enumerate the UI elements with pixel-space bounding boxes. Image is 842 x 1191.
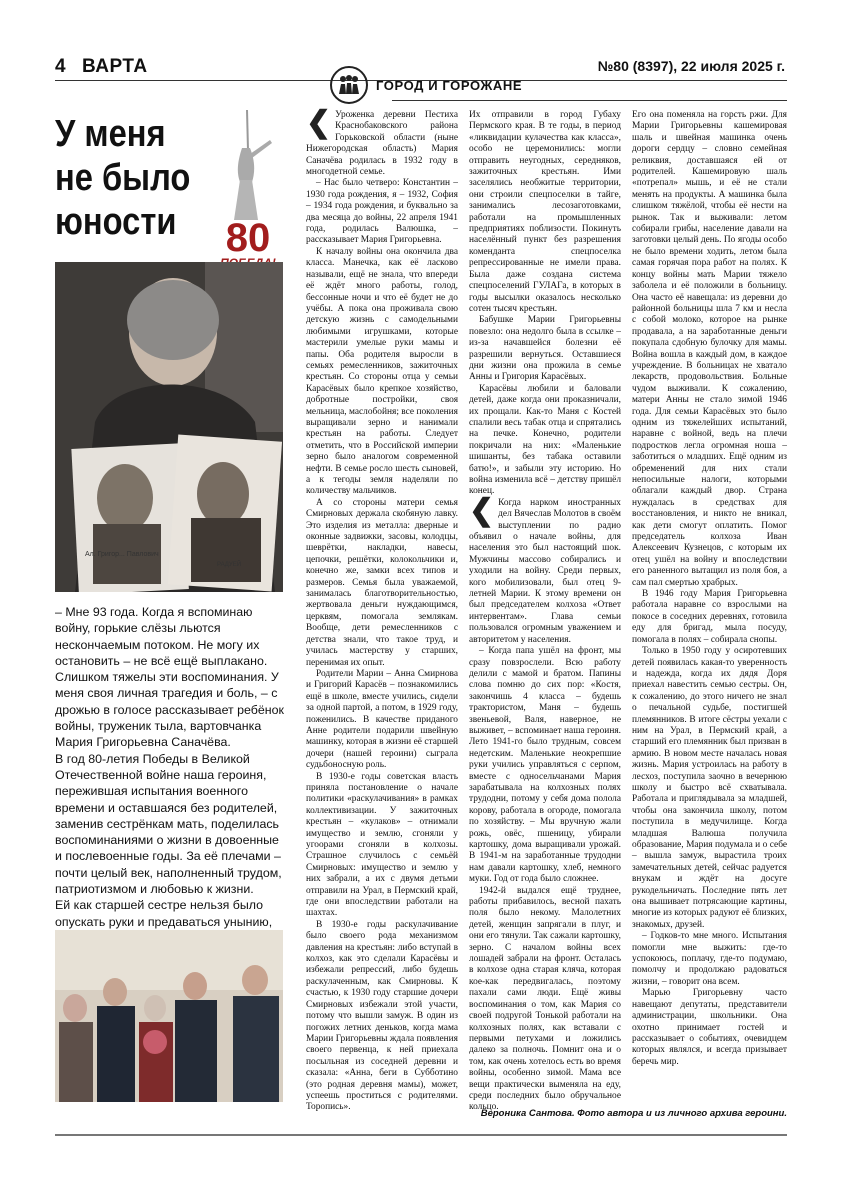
quote-mark-icon: ❮ — [469, 493, 495, 527]
quote-mark-icon: ❮ — [306, 106, 332, 139]
paragraph: Бабушке Марии Григорьевны повезло: она недолго была в ссылке – из-за начавшейся болезни её разрешили вернуться. Оставшиеся дни жизни она прожила в семье Анны и Григория Карасёвых. — [469, 315, 621, 383]
paragraph: В 1930-е годы советская власть приняла постановление о начале политики «раскулачивания» в рамках коллективизации. У зажиточных крестьян – «кулаков» – отнимали имущество и землю, сгоняли у угоорами сгоняли в колхозы. Страшное случилось с семьёй Смирновых: имущество и землю у них забрали, а их с двумя детьми отправили на Урал, в Пермский край, где они впоследствии работали на шахтах. — [306, 771, 458, 919]
emblem-number: 80 — [225, 216, 271, 260]
group-photo — [55, 930, 283, 1102]
photo-caption-right: РАДУЕЙ — [217, 562, 242, 568]
page-number: 4 — [55, 56, 66, 77]
people-logo-icon — [330, 66, 368, 104]
article-column-1 — [306, 106, 458, 1114]
footer-rule — [55, 1134, 787, 1136]
paragraph: Карасёвы любили и баловали детей, даже когда они проказничали, их прощали. Как-то Маня с Костей спалили весь табак отца и спрятались на печке. Конечно, родители покричали на них: «Маленькие шишанты, без табака оставили батю!», и забыли эту историю. Но война изменила всё – детству пришёл конец. — [469, 383, 621, 497]
rubric-title: ГОРОД И ГОРОЖАНЕ — [376, 77, 523, 93]
lead-paragraph: В год 80-летия Победы в Великой Отечественной войне наша героиня, пережившая испытания военного времени и оставшаяся без родителей, заменив сестрёнкам мать, поделилась воспоминаниями о жизни в довоенные и послевоенные годы. За её плечами – почти целый век, наполненный трудом, патриотизмом и любовью к жизни. — [55, 751, 282, 897]
rubric-rule — [392, 100, 787, 101]
portrait-photo — [55, 262, 283, 592]
paragraph: Его она поменяла на горсть ржи. Для Марии Григорьевны кашемировая шаль и швейная машинка очень дороги сердцу – словно семейная реликвия, доставшаяся ей от родителей. Кашемировую шаль «потрепал» мышь, и её не стали менять на продукты. А машинка была слишком тяжёлой, чтобы её нести на рынок. Так и выживали: летом собирали грибы, население давали на заготовки целый день. По ягоды особо не было времени ходить, летом была самая горячая пора работ на полях. К концу войны мать Марии тяжело заболела и её положили в больницу. Она часто её навещала: из деревни до районной больницы шла 7 км и несла с собой молоко, которое на рынке продавала, а на заработанные деньги покупала сдобную булочку для мамы. Война вошла в каждый дом, в каждое учреждение. В больницах не хватало лекарств, продовольствия. Больные чудом выживали. К сожалению, матери Анны не стало зимой 1946 года. Для семьи Карасёвых это было одним из тяжелейших испытаний, наравне с войной, ведь на плечи подростков легла огромная ноша – заботиться о младших. Ещё одним из обременений для них стали непосильные налоги, которыми облагали каждый двор. Страна нуждалась в средствах для восстановления, и никто не вникал, как дети смогут оплатить. Помог председатель колхоза Иван Алексеевич Кузнецов, с которым их отец ушёл на войну и впоследствии его раненного вытащил из поля боя, а сам пал смертью храбрых. — [632, 110, 787, 588]
paragraph: 1942-й выдался ещё труднее, работы прибавилось, весной пахать поля было некому. Малолетних детей, женщин запрягали в плуг, и они его тянули. Так сажали картошку, зерно. С началом войны всех лошадей забрали на фронт. Осталась в колхозе одна старая кляча, которая кое-как передвигалась, поэтому пахали сами люди. Ещё живы воспоминания о том, как Мария со своей подругой Тонькой работали на колхозных полях, как вставали с первыми петухами и ложились далеко за полночь. Помнит она и о том, как очень хотелось есть во время войны, особенно зимой. Мама все вещи практически выменяла на еду, среди последних было обручальное кольцо. — [469, 885, 621, 1113]
paragraph: – Годков-то мне много. Испытания помогли мне выжить: где-то успокоюсь, поплачу, где-то подумаю, помолчу и продолжаю радоваться жизни, – говорит она всем. — [632, 931, 787, 987]
paragraph: Только в 1950 году у осиротевших детей появилась какая-то уверенность и надежда, когда их дядя Доря приехал навестить семью сестры. Он, к сожалению, до этого ничего не знал о печальной судьбе, постигшей племянников. В итоге сёстры уехали с ним на Урал, в Пермский край, а старший его племянник был призван в армию. В новом месте началась новая жизнь. Мария устроилась на работу в лесхоз, поступила заочно в вечернюю школу и быстро всё схватывала. Работала и приглядывала за младшей, чтобы она закончила школу, потом поступила в медучилище. Когда младшая Валюша получила образование, Мария подумала и о себе – вышла замуж, вырастила троих замечательных детей, сейчас радуется внукам и ждёт на досуге рукодельничать. Последние пять лет она вышивает потрясающие картины, многие из которых радуют её близких, знакомых, друзей. — [632, 646, 787, 930]
lead-text — [55, 604, 285, 963]
paragraph: Их отправили в город Губаху Пермского края. В те годы, в период «ликвидации кулачества как класса», особо не церемонились: могли отправить неугодных, середняков, зажиточных крестьян. Ими заселялись необжитые территории, они строили спецпоселки в тайге, занимались лесозаготовками, работали на промышленных предприятиях поблизости. Покинуть населённый пункт без разрешения коменданта спецпоселка репрессированные не имели права. Была даже создана система спецпоселений ГУЛАГа, в которых в годы высылки оказалось несколько сотен тысяч крестьян. — [469, 110, 621, 314]
author-credit: Вероника Сантова. Фото автора и из личного архива героини. — [480, 1108, 787, 1119]
photo-caption-left: Ал. Григор... Павлович — [85, 551, 159, 558]
paper-name: ВАРТА — [82, 56, 148, 77]
paragraph: – Когда папа ушёл на фронт, мы сразу повзрослели. Всю работу делили с мамой и братом. Папины слова помню до сих пор: «Костя, закончишь 4 класса – будешь трактористом, Маня – будешь звеньевой, Валя, наверное, не выживет, – вспоминает наша героиня. Лето 1941-го было трудным, совсем недетским. Маленькие неокрепшие руки учились управляться с серпом, вместе с односельчанами Мария зарабатывала на колхозных полях трудодни, потому у себя дома полола корову, работала в огороде, помогала по хозяйству. – Мы вручную жали рожь, овёс, пшеницу, убирали картошку, дома выращивали урожай. В 1941-м на заработанные трудодни нам давали картошку, хлеб, немного муки. Год от года было сложнее. — [469, 646, 621, 885]
paragraph: – Нас было четверо: Константин – 1930 года рождения, я – 1932, София – 1934 года рождения, и буквально за два месяца до войны, 22 апреля 1941 года, родилась Валюшка, – рассказывает Мария Григорьевна. — [306, 178, 458, 246]
paragraph: Марью Григорьевну часто навещают депутаты, представители администрации, школьники. Она охотно принимает гостей и рассказывает о событиях, очевидцем которых являлся, и всегда призывает беречь мир. — [632, 988, 787, 1067]
paragraph: Когда нарком иностранных дел Вячеслав Молотов в своём выступлении по радио объявил о начале войны, для населения это был настоящий шок. Мужчины массово собирались и уходили на войну. Среди первых, кого мобилизовали, был отец 9-летней Марии. К этому времени он был председателем колхоза «Ответ интервентам». Глава семьи пользовался огромным уважением и авторитетом у населения. — [469, 497, 621, 645]
paragraph: А со стороны матери семья Смирновых держала скобяную лавку. Это изделия из металла: дверные и оконные задвижки, засовы, колодцы, шеврётки, накладки, навесы, цепочки, решётки, колокольчики и, конечно же, замки всех типов и размеров. Семья была уважаемой, занималась благотворительностью, жертвовала деньги нуждающимся, церквям, помогала землякам. Вообще, дети ремесленников с детства знали, что такое труд, и училась мастерству у старших, перенимая их опыт. — [306, 497, 458, 668]
victory-emblem — [212, 110, 284, 270]
lead-paragraph: – Мне 93 года. Когда я вспоминаю войну, горькие слёзы льются нескончаемым потоком. Не могу их остановить – не всё ещё выплакано. Слишком тяжелы эти воспоминания. У меня своя личная трагедия и боль, – с дрожью в голосе рассказывает ребёнок войны, труженик тыла, вартовчанка Мария Григорьевна Саначёва. — [55, 605, 284, 750]
article-column-3 — [632, 110, 787, 1068]
rubric — [330, 66, 522, 104]
paragraph: В 1946 году Мария Григорьевна работала наравне со взрослыми на покосе в соседних деревнях, готовила еду для бригад, мыла посуду, помогала в полях – собирала снопы. — [632, 589, 787, 645]
paragraph: Родители Марии – Анна Смирнова и Григорий Карасёв – познакомились ещё в школе, вместе учились, сидели за одной партой, а потом, в 1929 году, поженились. В качестве приданого Анне родители подарили швейную машинку, которая в жизни её старшей дочери (нашей героини) сыграла судьбоносную роль. — [306, 668, 458, 771]
lead-paragraph: Ей как старшей сестре нельзя было опускать руки и предаваться унынию, — [55, 898, 273, 929]
article-column-2 — [469, 110, 621, 1114]
headline: У меня не было юности — [55, 113, 191, 243]
paragraph: В 1930-е годы раскулачивание было своего рода механизмом давления на крестьян: либо вступай в колхоз, как это сделали Карасёвы и избежали репрессий, либо будешь раскулаченным, как Смирновы. К счастью, к 1930 году старшие дочери Смирновых избежали этой участи, потому что вышли замуж. В один из погожих летних деньков, когда мама Марии Григорьевны ждала появления своего первенца, к ней приехала посыльная из соседней деревни и сказала: «Анна, беги в Субботино (это родная деревня мамы), может, успеешь проститься с родителями. Торопись». — [306, 919, 458, 1113]
issue-info: №80 (8397), 22 июля 2025 г. — [597, 58, 785, 74]
paragraph: К началу войны она окончила два класса. Манечка, как её ласково называли, ещё не знала, что впереди её ждёт много работы, голод, бессонные ночи и что её будет не до учёбы. А пока она проживала свою детскую жизнь с самодельными любимыми игрушками, которые мастерили умелые руки мамы и папы. Оба родителя выросли в семьях ремесленников, зажиточных крестьян. Со стороны отца у семьи Карасёвых было крепкое хозяйство, добротные постройки, своя мельница, маслобойня; все поколения выращивали зерно и нанимали крестьян на работы. Следует отметить, что в Российской империи зерно было аналогом современной нефти. В семье росло шесть сыновей, а к тегоды земля наделяли по количеству мальчиков. — [306, 246, 458, 497]
paragraph: Уроженка деревни Пестиха Краснобаковского района Горьковской области (ныне Нижегородская область) Мария Саначёва родилась в 1932 году в многодетной семье. — [306, 110, 458, 178]
